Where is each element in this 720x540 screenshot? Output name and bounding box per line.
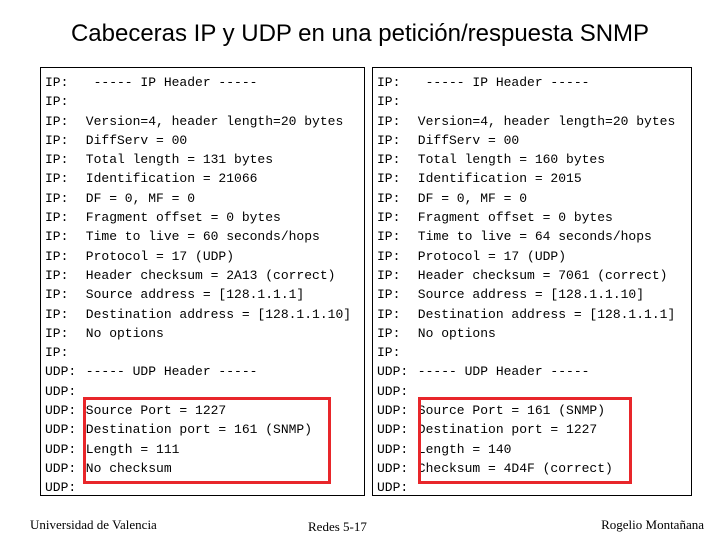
line-prefix: IP: xyxy=(377,248,401,264)
header-line xyxy=(45,343,351,362)
header-line xyxy=(45,131,351,150)
line-text: No options xyxy=(78,325,164,341)
line-prefix: IP: xyxy=(377,287,401,303)
line-prefix: IP: xyxy=(45,267,69,283)
line-prefix: IP: xyxy=(45,248,69,264)
line-prefix: IP: xyxy=(377,171,401,187)
line-prefix: UDP: xyxy=(45,480,77,496)
line-prefix: UDP: xyxy=(377,364,409,380)
line-prefix: IP: xyxy=(377,113,401,129)
line-text: Source Port = 161 (SNMP) xyxy=(410,403,606,419)
header-line xyxy=(45,150,351,169)
line-text: ----- IP Header ----- xyxy=(78,75,258,90)
line-text: Total length = 131 bytes xyxy=(78,152,274,168)
line-prefix: UDP: xyxy=(45,403,77,419)
header-line xyxy=(377,285,675,304)
line-text: Identification = 2015 xyxy=(410,171,582,187)
line-prefix: UDP: xyxy=(45,383,77,399)
line-text: Fragment offset = 0 bytes xyxy=(78,210,281,226)
line-text: ----- UDP Header ----- xyxy=(78,364,258,380)
line-text: Destination port = 161 (SNMP) xyxy=(78,422,313,438)
line-prefix: IP: xyxy=(45,210,69,226)
line-prefix: UDP: xyxy=(377,383,409,399)
line-text: Destination address = [128.1.1.1] xyxy=(410,306,676,322)
line-text: Destination port = 1227 xyxy=(410,422,598,438)
line-text: Source Port = 1227 xyxy=(78,403,227,419)
line-prefix: IP: xyxy=(45,75,69,90)
response-headers-panel xyxy=(372,67,692,496)
line-prefix: IP: xyxy=(45,229,69,245)
line-text: Identification = 21066 xyxy=(78,171,258,187)
line-prefix: IP: xyxy=(45,132,69,148)
line-text: Protocol = 17 (UDP) xyxy=(410,248,567,264)
line-prefix: IP: xyxy=(45,152,69,168)
line-prefix: UDP: xyxy=(377,441,409,457)
header-line xyxy=(377,362,675,381)
header-line xyxy=(45,247,351,266)
header-line xyxy=(377,112,675,131)
line-text: DF = 0, MF = 0 xyxy=(78,190,196,206)
line-text: Length = 140 xyxy=(410,441,512,457)
line-text: Time to live = 60 seconds/hops xyxy=(78,229,320,245)
header-line xyxy=(377,247,675,266)
footer-author: Rogelio Montañana xyxy=(601,517,704,532)
line-prefix: IP: xyxy=(377,132,401,148)
line-prefix: IP: xyxy=(45,190,69,206)
line-prefix: IP: xyxy=(377,229,401,245)
line-prefix: IP: xyxy=(45,287,69,303)
header-line xyxy=(45,92,351,111)
line-prefix: IP: xyxy=(45,171,69,187)
line-text: DiffServ = 00 xyxy=(78,132,188,148)
header-line xyxy=(45,189,351,208)
request-udp-highlight-box xyxy=(83,397,331,484)
footer-slide-number: Redes 5-17 xyxy=(308,519,367,534)
line-text: Source address = [128.1.1.1] xyxy=(78,287,305,303)
header-line xyxy=(377,189,675,208)
header-line xyxy=(377,324,675,343)
line-text: No options xyxy=(410,325,496,341)
line-prefix: UDP: xyxy=(377,480,409,496)
line-prefix: IP: xyxy=(45,113,69,129)
header-line xyxy=(377,131,675,150)
header-line xyxy=(377,266,675,285)
header-line xyxy=(377,227,675,246)
header-line xyxy=(45,227,351,246)
line-text: Checksum = 4D4F (correct) xyxy=(410,460,613,476)
line-text: Fragment offset = 0 bytes xyxy=(410,210,613,226)
header-line xyxy=(377,150,675,169)
line-text: Time to live = 64 seconds/hops xyxy=(410,229,652,245)
response-udp-highlight-box xyxy=(418,397,632,484)
line-prefix: UDP: xyxy=(377,422,409,438)
line-prefix: IP: xyxy=(377,210,401,226)
line-prefix: UDP: xyxy=(45,441,77,457)
header-line xyxy=(377,208,675,227)
header-line xyxy=(45,305,351,324)
line-prefix: UDP: xyxy=(377,460,409,476)
header-line xyxy=(377,73,675,92)
line-text: Total length = 160 bytes xyxy=(410,152,606,168)
line-text: Version=4, header length=20 bytes xyxy=(410,113,676,129)
line-prefix: UDP: xyxy=(45,460,77,476)
line-prefix: UDP: xyxy=(45,364,77,380)
line-prefix: IP: xyxy=(45,94,69,110)
header-line xyxy=(45,73,351,92)
request-headers-panel xyxy=(40,67,365,496)
line-text: DiffServ = 00 xyxy=(410,132,520,148)
line-text: Destination address = [128.1.1.10] xyxy=(78,306,352,322)
line-prefix: IP: xyxy=(377,267,401,283)
slide-title: Cabeceras IP y UDP en una petición/respuesta SNMP xyxy=(70,20,650,47)
line-text: Length = 111 xyxy=(78,441,180,457)
line-text: No checksum xyxy=(78,460,172,476)
line-text: Version=4, header length=20 bytes xyxy=(78,113,344,129)
line-text: Protocol = 17 (UDP) xyxy=(78,248,235,264)
line-text: DF = 0, MF = 0 xyxy=(410,190,528,206)
line-text: Header checksum = 2A13 (correct) xyxy=(78,267,336,283)
line-prefix: IP: xyxy=(377,190,401,206)
header-line xyxy=(45,169,351,188)
line-prefix: IP: xyxy=(45,306,69,322)
line-prefix: UDP: xyxy=(45,422,77,438)
header-line xyxy=(45,112,351,131)
line-text: ----- IP Header ----- xyxy=(410,75,590,90)
header-line xyxy=(377,343,675,362)
header-line xyxy=(45,362,351,381)
line-text: ----- UDP Header ----- xyxy=(410,364,590,380)
header-line xyxy=(45,266,351,285)
line-prefix: IP: xyxy=(45,325,69,341)
header-line xyxy=(45,208,351,227)
line-prefix: UDP: xyxy=(377,403,409,419)
line-prefix: IP: xyxy=(377,325,401,341)
line-prefix: IP: xyxy=(377,306,401,322)
line-text: Header checksum = 7061 (correct) xyxy=(410,267,668,283)
line-prefix: IP: xyxy=(45,345,69,361)
line-prefix: IP: xyxy=(377,152,401,168)
line-prefix: IP: xyxy=(377,94,401,110)
line-prefix: IP: xyxy=(377,345,401,361)
footer-university: Universidad de Valencia xyxy=(30,517,157,532)
line-text: Source address = [128.1.1.10] xyxy=(410,287,645,303)
header-line xyxy=(377,92,675,111)
line-prefix: IP: xyxy=(377,75,401,90)
header-line xyxy=(377,305,675,324)
header-line xyxy=(45,285,351,304)
header-line xyxy=(377,169,675,188)
header-line xyxy=(45,324,351,343)
